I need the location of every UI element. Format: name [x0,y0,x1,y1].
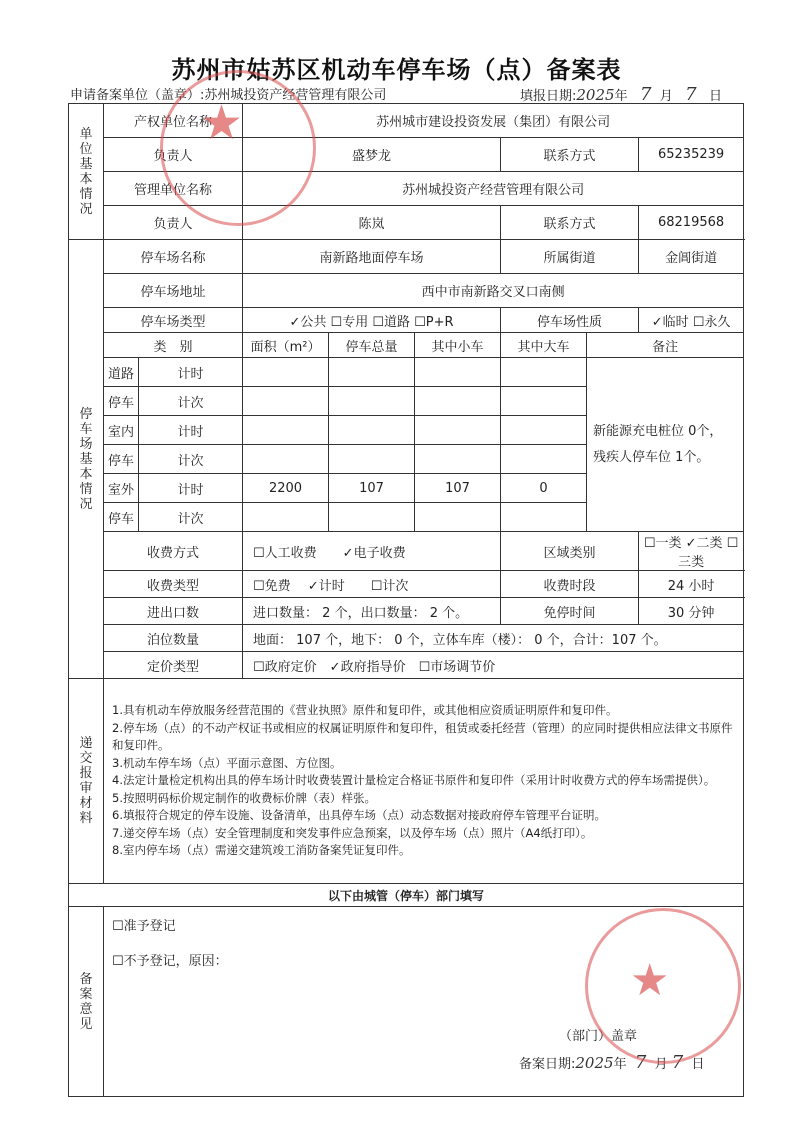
zone-options: ☐一类 ✓二类 ☐三类 [639,532,744,571]
materials-item: 5.按照明码标价规定制作的收费标价牌（表）样张。 [112,790,376,805]
street-value: 金阊街道 [639,240,744,274]
parking-name-value: 南新路地面停车场 [243,240,501,274]
parking-nature-label: 停车场性质 [501,308,639,333]
row-method: 计次 [139,445,243,474]
materials-item: 4.法定计量检定机构出具的停车场计时收费装置计量检定合格证书原件和复印件（采用计时收费方式的停车场需提供）。 [112,773,716,788]
mgmt-contact-label: 联系方式 [501,206,639,240]
materials-item: 7.递交停车场（点）安全管理制度和突发事件应急预案，以及停车场（点）照片（A4纸打印）。 [112,825,593,840]
area-header: 面积（m²） [243,333,329,358]
dept-seal-label: （部门）盖章 [559,1029,638,1044]
materials-item: 2.停车场（点）的不动产权证书或相应的权属证明原件和复印件，租赁或委托经营（管理）的应同时提供相应法律文书原件和复印件。 [112,720,733,753]
outdoor-area: 2200 [243,474,329,503]
form-title: 苏州市姑苏区机动车停车场（点）备案表 [171,56,622,84]
free-time-value: 30 分钟 [639,598,744,625]
record-date-year-unit: 年 [613,1057,627,1072]
row-method: 计次 [139,503,243,532]
parking-address-label: 停车场地址 [104,274,243,308]
gates-value: 进口数量： 2 个，出口数量： 2 个。 [243,598,501,625]
parking-name-label: 停车场名称 [104,240,243,274]
opinion-section-label: 备案意见 [69,907,104,1097]
materials-item: 6.填报符合规定的停车设施、设备清单，出具停车场（点）动态数据对接政府停车管理平台证明。 [112,808,606,823]
materials-item: 1.具有机动车停放服务经营范围的《营业执照》原件和复印件，或其他相应资质证明原件和复印件。 [112,703,618,718]
row-method: 计时 [139,358,243,387]
total-header: 停车总量 [329,333,415,358]
company-seal-star-icon: ★ [200,95,244,151]
row-method: 计时 [139,416,243,445]
row-group: 道路 [104,358,139,387]
unit-section-label: 单位基本情况 [69,104,104,240]
remark-cell [587,358,744,532]
gates-label: 进出口数 [104,598,243,625]
fill-date-line [520,84,722,105]
mgmt-phone: 68219568 [639,206,744,240]
record-date-label: 备案日期: [519,1057,576,1072]
parking-type-options: ✓公共 ☐专用 ☐道路 ☐P+R [243,308,501,333]
row-group: 停车 [104,445,139,474]
row-method: 计时 [139,474,243,503]
fill-date-year: 2025 [576,86,615,104]
record-date-month-unit: 月 [654,1057,668,1072]
fill-date-month: 7 [640,84,652,105]
price-type-label: 定价类型 [104,652,243,679]
free-time-label: 免停时间 [501,598,639,625]
zone-label: 区域类别 [501,532,639,571]
record-date-year: 2025 [575,1054,614,1072]
fee-type-options: ☐免费 ✓计时 ☐计次 [243,571,501,598]
owner-person-value: 盛梦龙 [243,138,501,172]
reject-option: ☐不予登记，原因： [112,954,228,969]
row-group: 室内 [104,416,139,445]
materials-item: 3.机动车停车场（点）平面示意图、方位图。 [112,755,342,770]
parking-section-label: 停车场基本情况 [69,240,104,679]
mgmt-person-value: 陈岚 [243,206,501,240]
remark-header: 备注 [587,333,744,358]
registration-form-table [68,103,744,1097]
fee-method-label: 收费方式 [104,532,243,571]
parking-nature-options: ✓临时 ☐永久 [639,308,744,333]
fee-time-label: 收费时段 [501,571,639,598]
berth-value: 地面： 107 个，地下： 0 个，立体车库（楼）： 0 个，合计：107 个。 [243,625,744,652]
row-method: 计次 [139,387,243,416]
mgmt-label: 管理单位名称 [104,172,243,206]
owner-value: 苏州城市建设投资发展（集团）有限公司 [243,104,744,138]
remark-line-1: 新能源充电桩位 0个， [593,423,723,439]
record-date-month: 7 [634,1052,647,1073]
large-header: 其中大车 [501,333,587,358]
row-group: 停车 [104,503,139,532]
row-group: 室外 [104,474,139,503]
parking-type-label: 停车场类型 [104,308,243,333]
owner-contact-label: 联系方式 [501,138,639,172]
fill-date-day-unit: 日 [709,89,723,104]
remark-line-2: 残疾人停车位 1个。 [593,449,710,465]
fill-date-day: 7 [685,84,697,105]
fee-type-label: 收费类型 [104,571,243,598]
fill-date-month-unit: 月 [659,89,673,104]
berth-label: 泊位数量 [104,625,243,652]
applicant-label: 申请备案单位（盖章）: [70,88,205,103]
materials-list [104,679,744,884]
small-header: 其中小车 [415,333,501,358]
outdoor-large: 0 [501,474,587,503]
record-date-day: 7 [671,1052,684,1073]
fill-date-label: 填报日期: [520,89,577,104]
record-date-day-unit: 日 [691,1057,705,1072]
outdoor-total: 107 [329,474,415,503]
fill-date-year-unit: 年 [614,89,628,104]
materials-item: 8.室内停车场（点）需递交建筑竣工消防备案凭证复印件。 [112,843,411,858]
row-group: 停车 [104,387,139,416]
record-date-line [519,1052,704,1073]
dept-seal-star-icon: ★ [630,955,670,1006]
applicant-value: 苏州城投资产经营管理有限公司 [204,88,387,103]
parking-address-value: 西中市南新路交叉口南侧 [243,274,744,308]
materials-section-label: 递交报审材料 [69,679,104,884]
fee-method-options: ☐人工收费 ✓电子收费 [243,532,501,571]
dept-header: 以下由城管（停车）部门填写 [69,884,744,907]
mgmt-value: 苏州城投资产经营管理有限公司 [243,172,744,206]
category-header: 类 别 [104,333,243,358]
owner-person-label: 负责人 [104,138,243,172]
approve-option: ☐准予登记 [112,919,176,934]
owner-label: 产权单位名称 [104,104,243,138]
outdoor-small: 107 [415,474,501,503]
price-type-options: ☐政府定价 ✓政府指导价 ☐市场调节价 [243,652,744,679]
mgmt-person-label: 负责人 [104,206,243,240]
street-label: 所属街道 [501,240,639,274]
fee-time-value: 24 小时 [639,571,744,598]
owner-phone: 65235239 [639,138,744,172]
